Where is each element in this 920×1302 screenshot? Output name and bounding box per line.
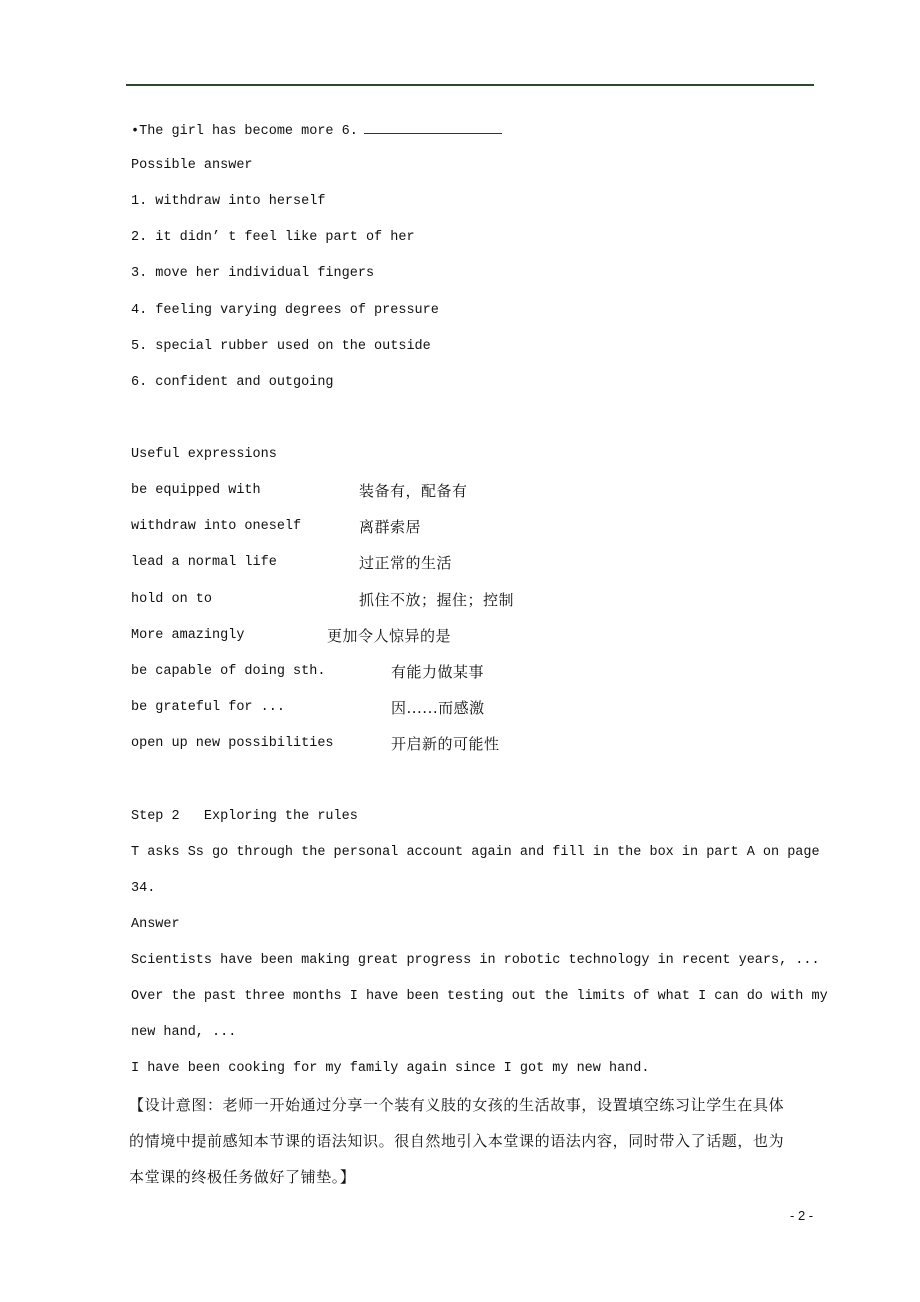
- expression-zh: 抓住不放；握住；控制: [359, 591, 515, 609]
- expression-zh: 更加令人惊异的是: [327, 627, 452, 645]
- step-2-heading: Step 2 Exploring the rules: [131, 809, 358, 824]
- expression-zh: 装备有，配备有: [359, 482, 468, 500]
- instruction-line: T asks Ss go through the personal account again and fill in the box in part A on page: [131, 845, 820, 860]
- expression-zh: 过正常的生活: [359, 554, 453, 572]
- expression-zh: 开启新的可能性: [391, 735, 500, 753]
- design-intent-line: 本堂课的终极任务做好了铺垫。】: [129, 1168, 356, 1186]
- fill-blank: [364, 121, 502, 134]
- design-intent-line: 的情境中提前感知本节课的语法知识。很自然地引入本堂课的语法内容，同时带入了话题，也为: [129, 1132, 785, 1150]
- header-rule: [126, 84, 814, 86]
- answer-line: new hand, ...: [131, 1025, 237, 1040]
- answer-item: 6. confident and outgoing: [131, 375, 334, 390]
- useful-expressions-label: Useful expressions: [131, 447, 277, 462]
- answer-item: 4. feeling varying degrees of pressure: [131, 303, 439, 318]
- answer-item: 2. it didn’ t feel like part of her: [131, 230, 415, 245]
- answer-line: I have been cooking for my family again since I got my new hand.: [131, 1061, 650, 1076]
- design-intent-line: 【设计意图：老师一开始通过分享一个装有义肢的女孩的生活故事，设置填空练习让学生在具体: [129, 1096, 785, 1114]
- answer-item: 5. special rubber used on the outside: [131, 339, 431, 354]
- expression-en: withdraw into oneself: [131, 519, 302, 534]
- blank-sentence: [131, 121, 502, 141]
- answer-label: Answer: [131, 917, 180, 932]
- expression-en: hold on to: [131, 592, 213, 607]
- answer-item: 3. move her individual fingers: [131, 266, 375, 281]
- sentence-text: •The girl has become more 6.: [131, 124, 358, 139]
- possible-answer-label: Possible answer: [131, 158, 253, 173]
- expression-en: More amazingly: [131, 628, 245, 643]
- expression-zh: 离群索居: [359, 518, 422, 536]
- expression-en: be equipped with: [131, 483, 261, 498]
- answer-item: 1. withdraw into herself: [131, 194, 326, 209]
- expression-en: be capable of doing sth.: [131, 664, 326, 679]
- answer-line: Scientists have been making great progress in robotic technology in recent years, ...: [131, 953, 820, 968]
- expression-en: open up new possibilities: [131, 736, 334, 751]
- expression-zh: 因......而感激: [391, 699, 485, 717]
- page-number: - 2 -: [790, 1208, 814, 1223]
- answer-line: Over the past three months I have been testing out the limits of what I can do with my: [131, 989, 828, 1004]
- expression-en: be grateful for ...: [131, 700, 285, 715]
- expression-zh: 有能力做某事: [391, 663, 485, 681]
- expression-en: lead a normal life: [131, 555, 277, 570]
- instruction-line: 34.: [131, 881, 156, 896]
